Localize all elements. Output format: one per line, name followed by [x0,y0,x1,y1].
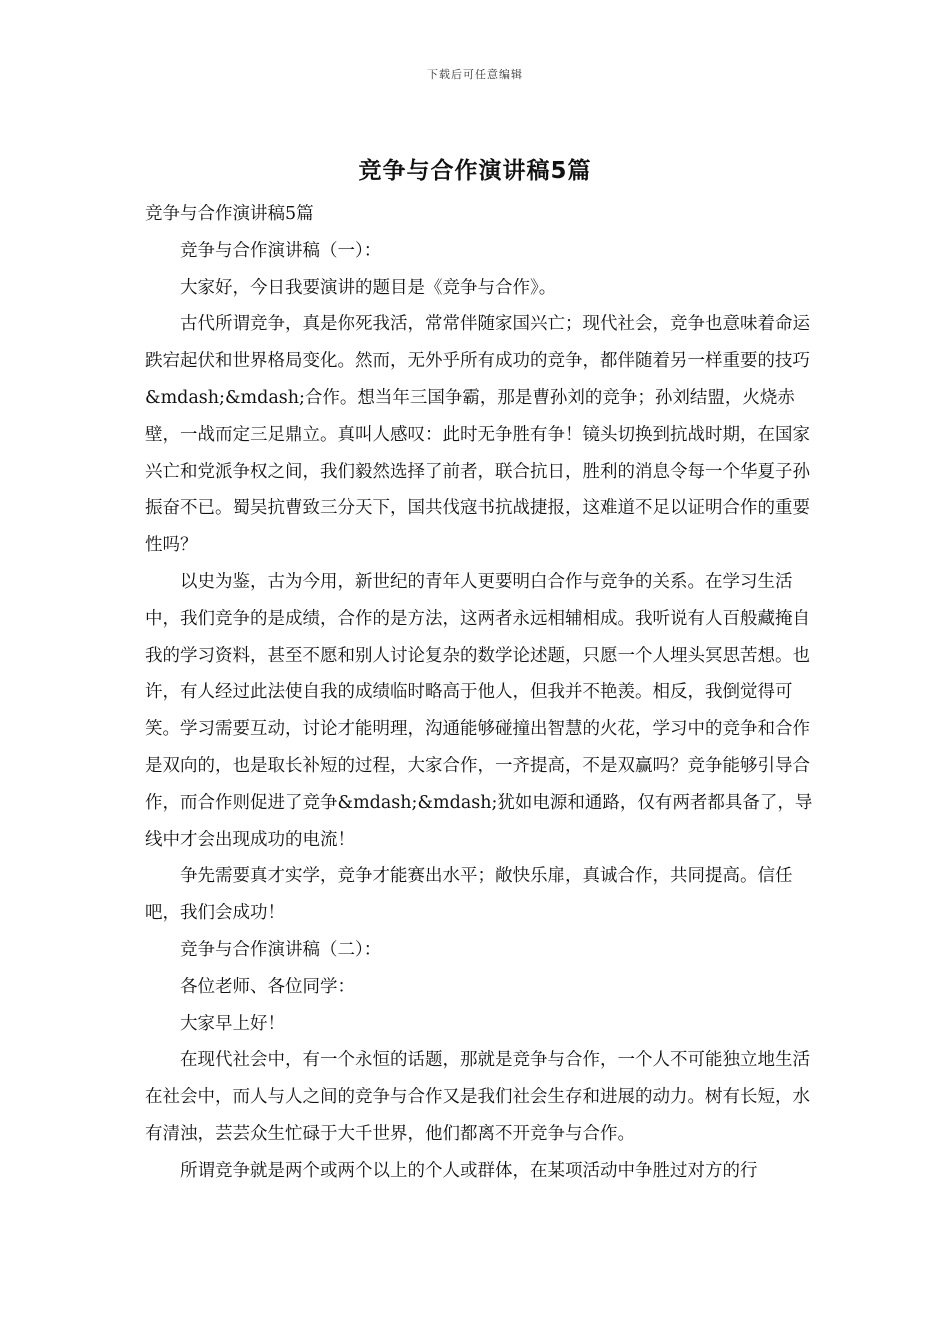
document-body [145,196,815,1190]
header-note: 下载后可任意编辑 [427,68,523,81]
paragraph-greeting: 大家好，今日我要演讲的题目是《竞争与合作》。 [180,277,557,298]
paragraph-morning-greeting: 大家早上好！ [180,1013,285,1034]
paragraph-modern-society: 在现代社会中，有一个永恒的话题，那就是竞争与合作，一个人不可能独立地生活在社会中，而人与人之间的竞争与合作又是我们社会生存和进展的动力。树有长短，水有清浊，芸芸众生忙碌于大千世界，他们都离不开竞争与合作。 [145,1050,810,1144]
paragraph-section-heading-2: 竞争与合作演讲稿（二）： [180,939,382,960]
document-subtitle: 竞争与合作演讲稿5篇 [145,204,314,224]
paragraph-salutation: 各位老师、各位同学： [180,976,355,997]
paragraph-study: 以史为鉴，古为今用，新世纪的青年人更要明白合作与竞争的关系。在学习生活中，我们竞争的是成绩，合作的是方法，这两者永远相辅相成。我听说有人百般藏掩自我的学习资料，甚至不愿和别人讨论复杂的数学论述题，只愿一个人埋头冥思苦想。也许，有人经过此法使自我的成绩临时略高于他人，但我并不艳羡。相反，我倒觉得可笑。学习需要互动，讨论才能明理，沟通能够碰撞出智慧的火花，学习中的竞争和合作是双向的，也是取长补短的过程，大家合作，一齐提高，不是双赢吗？竞争能够引导合作，而合作则促进了竞争&mdash;&mdash;犹如电源和通路，仅有两者都具备了，导线中才会出现成功的电流！ [145,571,813,850]
paragraph-section-heading-1: 竞争与合作演讲稿（一）： [180,240,382,261]
paragraph-conclusion: 争先需要真才实学，竞争才能赛出水平；敞快乐扉，真诚合作，共同提高。信任吧，我们会成功！ [145,866,793,924]
document-title: 竞争与合作演讲稿5篇 [358,158,592,184]
paragraph-definition: 所谓竞争就是两个或两个以上的个人或群体，在某项活动中争胜过对方的行 [180,1160,758,1181]
paragraph-history: 古代所谓竞争，真是你死我活，常常伴随家国兴亡；现代社会，竞争也意味着命运跌宕起伏和世界格局变化。然而，无外乎所有成功的竞争，都伴随着另一样重要的技巧&mdash;&mdash;合作。想当年三国争霸，那是曹孙刘的竞争；孙刘结盟，火烧赤壁，一战而定三足鼎立。真叫人感叹：此时无争胜有争！镜头切换到抗战时期，在国家兴亡和党派争权之间，我们毅然选择了前者，联合抗日，胜利的消息令每一个华夏子孙振奋不已。蜀吴抗曹致三分天下，国共伐寇书抗战捷报，这难道不足以证明合作的重要性吗？ [145,314,810,556]
